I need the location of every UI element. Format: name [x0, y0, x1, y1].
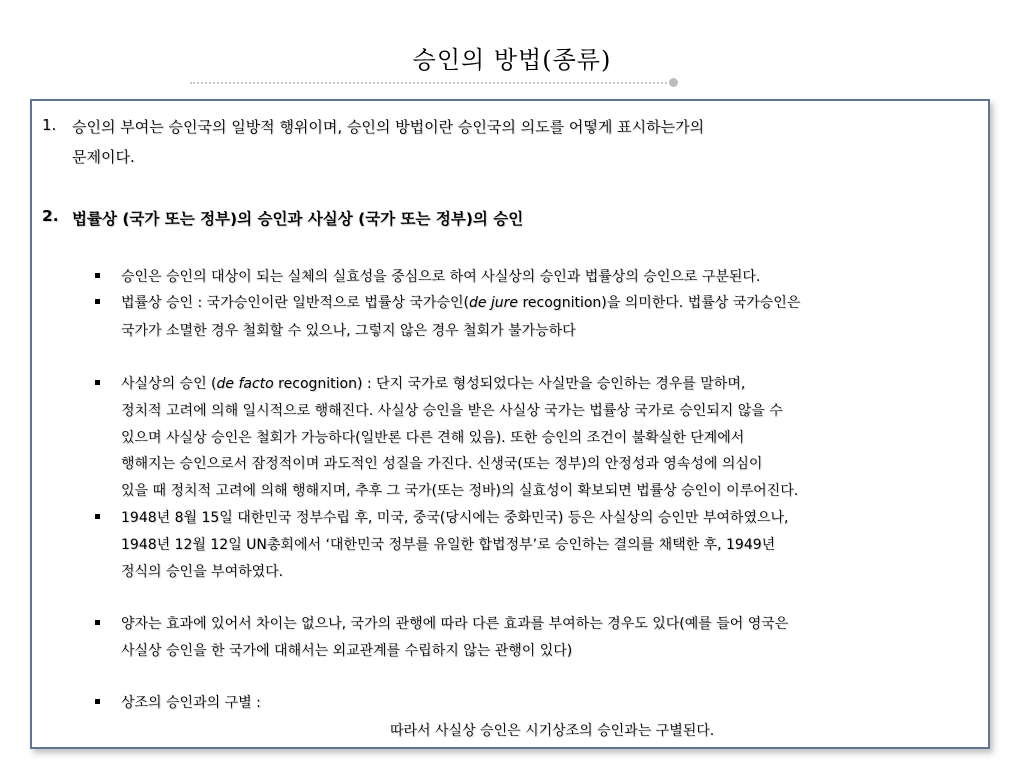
bullet3-line5: 있을 때 정치적 고려에 의해 행해지며, 추후 그 국가(또는 정바)의 실효성이 확보되면 법률상 승인이 이루어진다. [121, 483, 799, 499]
bullet5-line1: 양자는 효과에 있어서 차이는 없으나, 국가의 관행에 따라 다른 효과를 부여하는 경우도 있다(예를 들어 영국은 [121, 616, 789, 632]
bullet3-line1: 사실상의 승인 (de facto recognition) : 단지 국가로 형성되었다는 사실만을 승인하는 경우를 말하며, [121, 376, 746, 392]
item2-number: 2. [42, 207, 59, 225]
item2-heading: 법률상 (국가 또는 정부)의 승인과 사실상 (국가 또는 정부)의 승인 [72, 210, 524, 228]
bullet2-line1: 법률상 승인 : 국가승인이란 일반적으로 법률상 국가승인(de jure recognition)을 의미한다. 법률상 국가승인은 [121, 295, 801, 311]
bullet-marker [95, 273, 100, 278]
bullet4-line3: 정식의 승인을 부여하였다. [121, 564, 284, 580]
bullet-marker [95, 620, 100, 625]
bullet4-line2: 1948년 12월 12일 UN총회에서 ‘대한민국 정부를 유일한 합법정부’로 승인하는 결의를 채택한 후, 1949년 [121, 537, 776, 553]
bullet-marker [95, 299, 100, 304]
item1-line1: 승인의 부여는 승인국의 일방적 행위이며, 승인의 방법이란 승인국의 의도를 어떻게 표시하는가의 [72, 118, 705, 136]
bullet2-line2: 국가가 소멸한 경우 철회할 수 있으나, 그렇지 않은 경우 철회가 불가능하다 [121, 323, 576, 339]
slide-title: 승인의 방법(종류) [412, 46, 612, 74]
item1-line2: 문제이다. [72, 148, 135, 166]
bullet-marker [95, 514, 100, 519]
title-divider [190, 82, 674, 84]
bullet4-line1: 1948년 8월 15일 대한민국 정부수립 후, 미국, 중국(당시에는 중화민국) 등은 사실상의 승인만 부여하였으나, [121, 510, 789, 526]
bullet5-line2: 사실상 승인을 한 국가에 대해서는 외교관계를 수립하지 않는 관행이 있다) [121, 643, 573, 659]
bullet-marker [95, 380, 100, 385]
bullet1-line1: 승인은 승인의 대상이 되는 실체의 실효성을 중심으로 하여 사실상의 승인과 법률상의 승인으로 구분된다. [121, 269, 761, 285]
bullet3-line4: 행해지는 승인으로서 잠정적이며 과도적인 성질을 가진다. 신생국(또는 정부)의 안정성과 영속성에 의심이 [121, 456, 763, 472]
bullet-marker [95, 699, 100, 704]
bullet6-line2: 따라서 사실상 승인은 시기상조의 승인과는 구별된다. [390, 723, 715, 739]
bullet6-line1: 상조의 승인과의 구별 : [121, 695, 261, 711]
bullet3-line2: 정치적 고려에 의해 일시적으로 행해진다. 사실상 승인을 받은 사실상 국가는 법률상 국가로 승인되지 않을 수 [121, 403, 783, 419]
title-divider-dot [669, 78, 678, 87]
item1-number: 1. [42, 116, 57, 134]
bullet3-line3: 있으며 사실상 승인은 철회가 가능하다(일반론 다른 견해 있음). 또한 승인의 조건이 불확실한 단계에서 [121, 430, 745, 446]
